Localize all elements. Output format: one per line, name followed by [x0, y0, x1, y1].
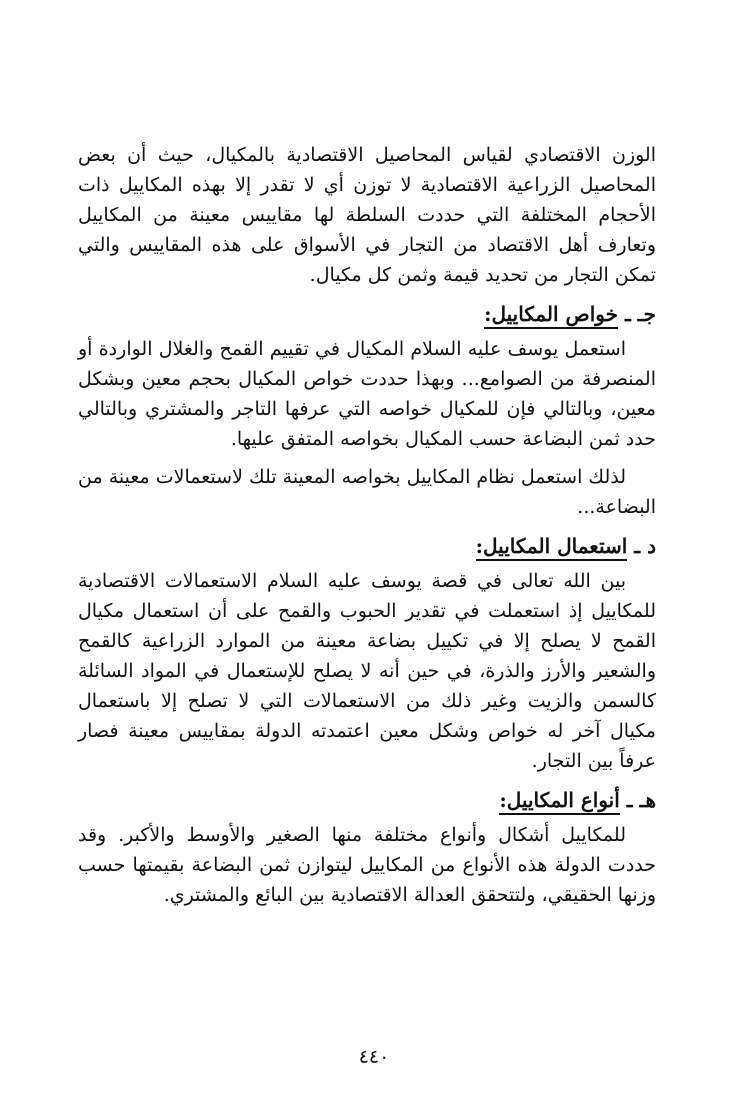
heading-title: استعمال المكاييل: — [476, 534, 628, 561]
paragraph-weight-measures: الوزن الاقتصادي لقياس المحاصيل الاقتصادية بالمكيال، حيث أن بعض المحاصيل الزراعية الاقتصادية لا توزن أي لا تقدر إلا بهذه المكاييل ذات الأحجام المختلفة التي حددت السلطة لها مقاييس معينة من المكاييل وتعارف أهل الاقتصاد من التجار في الأسواق على هذه المقاييس والتي تمكن التجار من تحديد قيمة وثمن كل مكيال. — [78, 144, 656, 286]
heading-prefix: جـ ـ — [617, 302, 656, 326]
section-heading-properties — [78, 298, 656, 330]
page-number: ٤٤٠ — [358, 1046, 390, 1068]
paragraph-properties: استعمل يوسف عليه السلام المكيال في تقييم القمح والغلال الواردة أو المنصرفة من الصوامع... وبهذا حددت خواص المكيال بحجم معين وبشكل معين، وبالتالي فإن للمكيال خواصه التي عرفها التاجر والمشتري وبالتالي حدد ثمن البضاعة حسب المكيال بخواصه المتفق عليها. — [78, 338, 656, 450]
heading-title: خواص المكاييل: — [484, 302, 618, 329]
heading-title: أنواع المكاييل: — [499, 788, 619, 815]
paragraph-usage: بين الله تعالى في قصة يوسف عليه السلام الاستعمالات الاقتصادية للمكاييل إذ استعملت في تقدير الحبوب والقمح على أن استعمال مكيال القمح لا يصلح إلا في تكييل بضاعة معينة من الموارد الزراعية كالقمح والشعير والأرز والذرة، في حين أنه لا يصلح للإستعمال في المواد السائلة كالسمن والزيت وغير ذلك من الاستعمالات التي لا تصلح إلا باستعمال مكيال آخر له خواص وشكل معين اعتمدته الدولة بمقاييس معينة فصار عرفاً بين التجار. — [78, 570, 656, 772]
heading-prefix: د ـ — [627, 534, 656, 558]
paragraph-types: للمكاييل أشكال وأنواع مختلفة منها الصغير والأوسط والأكبر. وقد حددت الدولة هذه الأنواع من المكاييل ليتوازن ثمن البضاعة بقيمتها حسب وزنها الحقيقي، ولتتحقق العدالة الاقتصادية بين البائع والمشتري. — [78, 824, 656, 906]
heading-prefix: هـ ـ — [619, 788, 656, 812]
page-body — [78, 140, 656, 910]
section-heading-usage — [78, 530, 656, 562]
section-heading-types — [78, 784, 656, 816]
paragraph-system-use: لذلك استعمل نظام المكاييل بخواصه المعينة تلك لاستعمالات معينة من البضاعة... — [78, 466, 656, 518]
